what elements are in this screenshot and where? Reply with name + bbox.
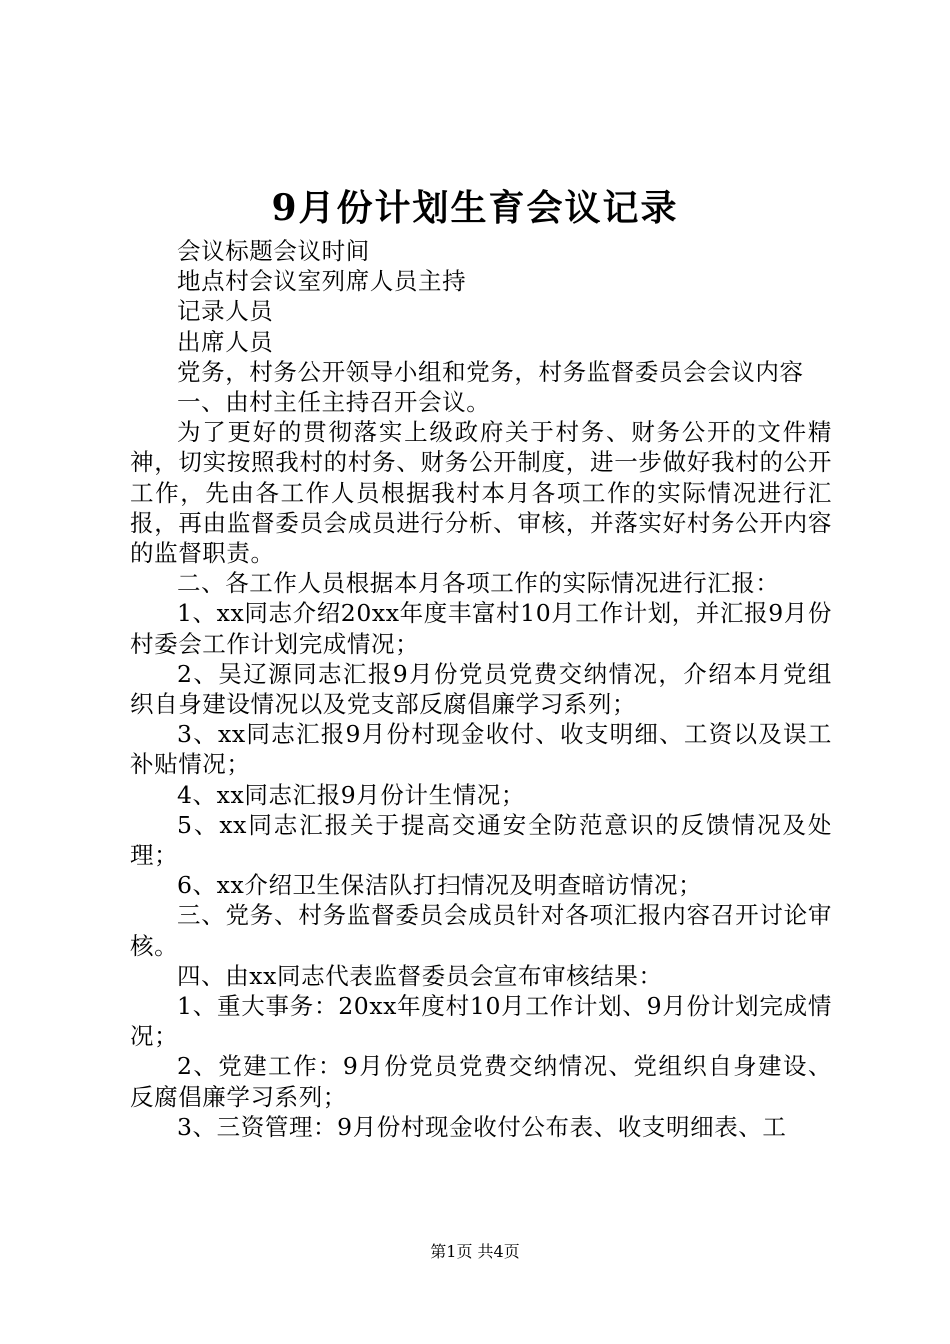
paragraph: 会议标题会议时间 bbox=[177, 237, 370, 265]
paragraph: 2、吴辽源同志汇报9月份党员党费交纳情况，介绍本月党组织自身建设情况以及党支部反腐倡廉学习系列； bbox=[130, 659, 832, 719]
paragraph: 四、由xx同志代表监督委员会宣布审核结果： bbox=[177, 961, 663, 990]
paragraph: 出席人员 bbox=[177, 327, 274, 356]
paragraph: 3、三资管理：9月份村现金收付公布表、收支明细表、工 bbox=[177, 1112, 787, 1141]
document-title: 9月份计划生育会议记录 bbox=[271, 187, 679, 229]
paragraph: 2、党建工作：9月份党员党费交纳情况、党组织自身建设、反腐倡廉学习系列； bbox=[130, 1052, 832, 1111]
paragraph: 党务，村务公开领导小组和党务，村务监督委员会会议内容 bbox=[177, 357, 804, 386]
paragraph: 一、由村主任主持召开会议。 bbox=[177, 388, 491, 417]
paragraph: 4、xx同志汇报9月份计生情况； bbox=[177, 780, 526, 809]
paragraph: 记录人员 bbox=[177, 297, 274, 326]
paragraph: 为了更好的贯彻落实上级政府关于村务、财务公开的文件精神，切实按照我村的村务、财务公开制度，进一步做好我村的公开工作，先由各工作人员根据我村本月各项工作的实际情况进行汇报，再由监督委员会成员进行分析、审核，并落实好村务公开内容的监督职责。 bbox=[130, 418, 832, 568]
page-number-footer: 第1页 共4页 bbox=[430, 1242, 520, 1261]
paragraph: 1、重大事务：20xx年度村10月工作计划、9月份计划完成情况； bbox=[130, 992, 832, 1051]
document-body bbox=[130, 236, 832, 1142]
paragraph: 5、xx同志汇报关于提高交通安全防范意识的反馈情况及处理； bbox=[130, 810, 832, 870]
paragraph: 地点村会议室列席人员主持 bbox=[177, 267, 467, 296]
paragraph: 二、各工作人员根据本月各项工作的实际情况进行汇报： bbox=[177, 569, 780, 598]
paragraph: 1、xx同志介绍20xx年度丰富村10月工作计划，并汇报9月份村委会工作计划完成情况； bbox=[130, 599, 832, 658]
paragraph: 3、xx同志汇报9月份村现金收付、收支明细、工资以及误工补贴情况； bbox=[130, 720, 832, 779]
paragraph: 6、xx介绍卫生保洁队打扫情况及明查暗访情况； bbox=[177, 871, 703, 900]
paragraph: 三、党务、村务监督委员会成员针对各项汇报内容召开讨论审核。 bbox=[130, 901, 832, 960]
